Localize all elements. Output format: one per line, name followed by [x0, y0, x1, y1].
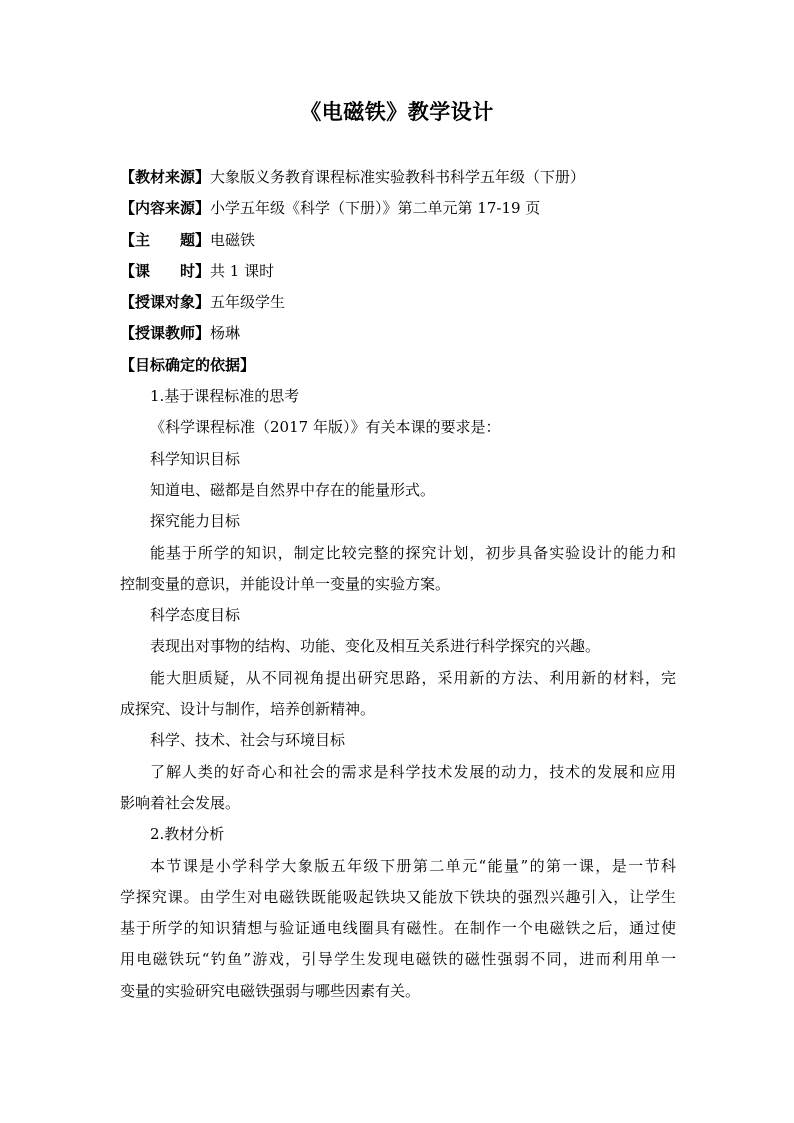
paragraph-attitude-heading: 科学态度目标	[150, 606, 241, 625]
paragraph-analysis-text-line1: 本节课是小学科学大象版五年级下册第二单元“能量”的第一课，是一节科	[150, 856, 676, 875]
paragraph-knowledge-text: 知道电、磁都是自然界中存在的能量形式。	[150, 480, 436, 499]
meta-topic-line	[120, 225, 676, 256]
paragraph-inquiry-text-line1: 能基于所学的知识，制定比较完整的探究计划，初步具备实验设计的能力和	[150, 543, 676, 562]
meta-teacher-line	[120, 318, 676, 349]
paragraph-analysis-text-line5: 变量的实验研究电磁铁强弱与哪些因素有关。	[120, 981, 421, 1000]
document-title: 《电磁铁》教学设计	[300, 100, 494, 124]
paragraph-attitude-text2-line2: 成探究、设计与制作，培养创新精神。	[120, 700, 376, 719]
meta-source-value: 大象版义务教育课程标准实验教科书科学五年级（下册）	[210, 168, 586, 186]
meta-teacher-label: 【授课教师】	[120, 324, 211, 343]
meta-content-value: 小学五年级《科学（下册）》第二单元第 17-19 页	[210, 199, 541, 218]
meta-hours-line	[120, 256, 676, 287]
section-heading-basis: 【目标确定的依据】	[120, 355, 256, 374]
meta-content-line	[120, 193, 676, 224]
meta-hours-value: 共 1 课时	[210, 261, 275, 280]
meta-source-label: 【教材来源】	[120, 168, 211, 186]
meta-hours-label-close: 时】	[180, 261, 211, 280]
meta-content-label: 【内容来源】	[120, 199, 211, 218]
paragraph-analysis-heading: 2.教材分析	[150, 825, 225, 844]
meta-hours-label-open: 【课	[120, 261, 151, 280]
meta-source-line	[120, 162, 676, 193]
paragraph-sts-text-line1: 了解人类的好奇心和社会的需求是科学技术发展的动力，技术的发展和应用	[150, 762, 676, 781]
meta-teacher-value: 杨琳	[210, 324, 241, 343]
paragraph-analysis-text-line4: 用电磁铁玩“钓鱼”游戏，引导学生发现电磁铁的磁性强弱不同，进而利用单一	[120, 950, 676, 969]
paragraph-analysis-text-line3: 基于所学的知识猜想与验证通电线圈具有磁性。在制作一个电磁铁之后，通过使	[120, 919, 676, 938]
paragraph-sts-heading: 科学、技术、社会与环境目标	[150, 731, 346, 750]
paragraph-inquiry-text-line2: 控制变量的意识，并能设计单一变量的实验方案。	[120, 574, 451, 593]
paragraph-attitude-text: 表现出对事物的结构、功能、变化及相互关系进行科学探究的兴趣。	[150, 637, 601, 656]
paragraph-standard-intro: 《科学课程标准（2017 年版）》有关本课的要求是：	[150, 418, 501, 437]
paragraph-attitude-text2-line1: 能大胆质疑，从不同视角提出研究思路，采用新的方法、利用新的材料，完	[150, 668, 676, 687]
meta-audience-value: 五年级学生	[210, 293, 286, 312]
meta-audience-line	[120, 287, 676, 318]
paragraph-sts-text-line2: 影响着社会发展。	[120, 793, 241, 812]
paragraph-inquiry-heading: 探究能力目标	[150, 512, 241, 531]
document-body	[120, 162, 676, 1007]
meta-topic-label-close: 题】	[180, 230, 211, 249]
meta-audience-label: 【授课对象】	[120, 293, 211, 312]
paragraph-standard-heading: 1.基于课程标准的思考	[150, 387, 300, 406]
meta-topic-label-open: 【主	[120, 230, 151, 249]
paragraph-knowledge-heading: 科学知识目标	[150, 449, 241, 468]
meta-topic-value: 电磁铁	[210, 230, 256, 249]
paragraph-analysis-text-line2: 学探究课。由学生对电磁铁既能吸起铁块又能放下铁块的强烈兴趣引入，让学生	[120, 887, 676, 906]
